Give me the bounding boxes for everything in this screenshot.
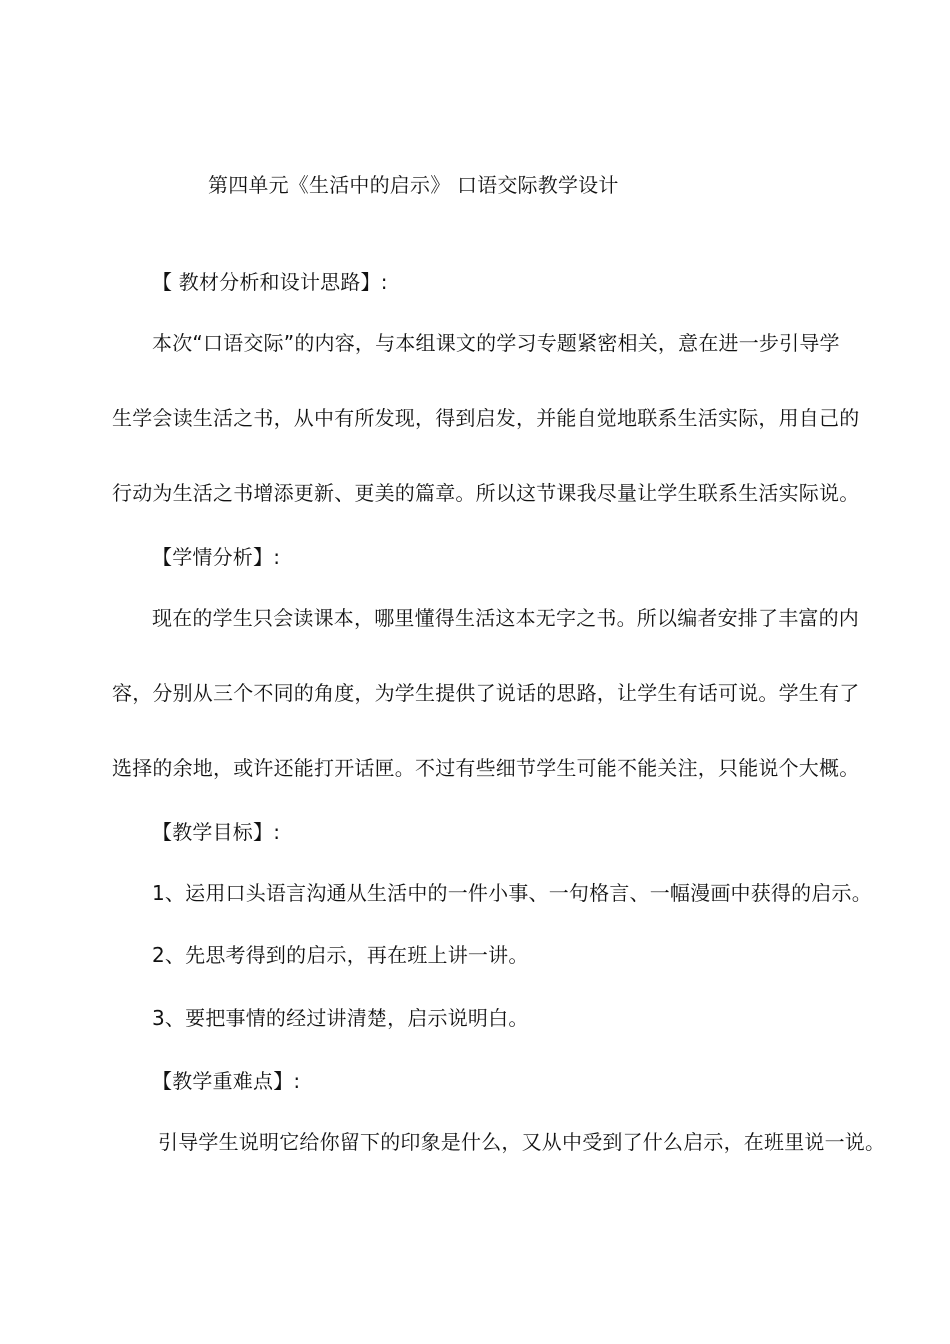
- document-title: 第四单元《生活中的启示》 口语交际教学设计: [208, 173, 619, 197]
- paragraph-line: 生学会读生活之书，从中有所发现，得到启发，并能自觉地联系生活实际，用自己的: [112, 406, 860, 430]
- paragraph-line: 引导学生说明它给你留下的印象是什么，又从中受到了什么启示，在班里说一说。: [158, 1130, 886, 1154]
- goal-item: 3、要把事情的经过讲清楚，启示说明白。: [152, 1006, 529, 1030]
- goal-item: 1、运用口头语言沟通从生活中的一件小事、一句格言、一幅漫画中获得的启示。: [152, 881, 872, 905]
- section-heading-materials: 【 教材分析和设计思路】:: [152, 270, 388, 294]
- goal-item: 2、先思考得到的启示，再在班上讲一讲。: [152, 943, 529, 967]
- paragraph-line: 现在的学生只会读课本，哪里懂得生活这本无字之书。所以编者安排了丰富的内: [152, 606, 859, 630]
- paragraph-line: 本次“口语交际”的内容，与本组课文的学习专题紧密相关，意在进一步引导学: [152, 331, 840, 355]
- paragraph-line: 容，分别从三个不同的角度，为学生提供了说话的思路，让学生有话可说。学生有了: [112, 681, 860, 705]
- section-heading-goals: 【教学目标】:: [152, 820, 281, 844]
- section-heading-students: 【学情分析】:: [152, 545, 281, 569]
- paragraph-line: 行动为生活之书增添更新、更美的篇章。所以这节课我尽量让学生联系生活实际说。: [112, 481, 860, 505]
- paragraph-line: 选择的余地，或许还能打开话匣。不过有些细节学生可能不能关注，只能说个大概。: [112, 756, 860, 780]
- section-heading-key-points: 【教学重难点】:: [152, 1069, 301, 1093]
